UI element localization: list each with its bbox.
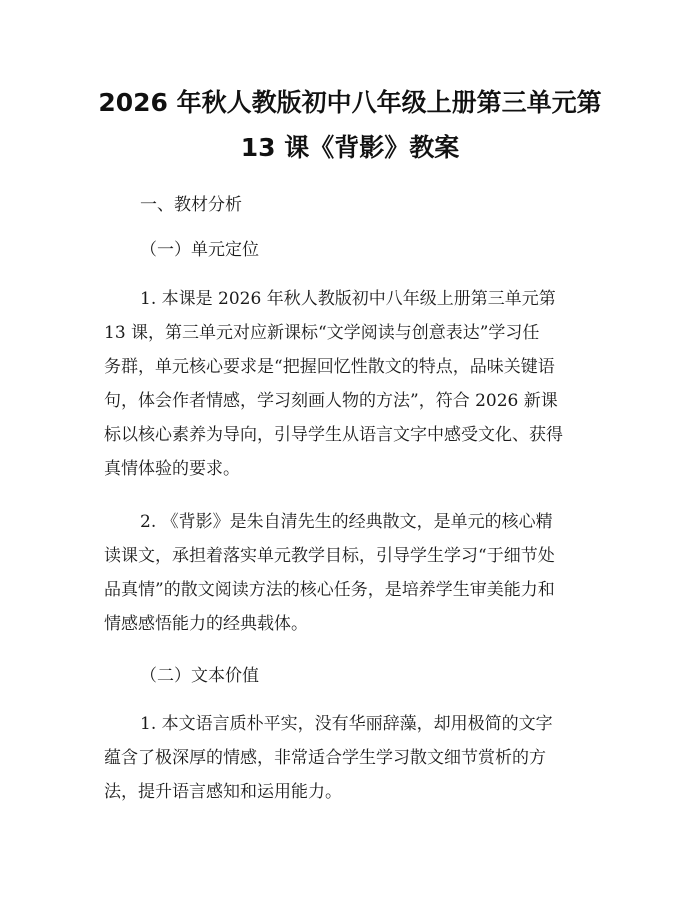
paragraph-2-line-4: 情感感悟能力的经典载体。 — [104, 614, 308, 634]
paragraph-2-line-2: 读课文，承担着落实单元教学目标，引导学生学习“于细节处 — [104, 546, 555, 566]
subsection-heading-text-value: （二）文本价值 — [140, 666, 259, 686]
section-heading-textbook-analysis: 一、教材分析 — [140, 195, 242, 215]
paragraph-1-line-6: 真情体验的要求。 — [104, 459, 240, 479]
paragraph-1-line-5: 标以核心素养为导向，引导学生从语言文字中感受文化、获得 — [104, 425, 563, 445]
document-title-line-1: 2026 年秋人教版初中八年级上册第三单元第 — [98, 88, 602, 117]
paragraph-1-line-1: 1. 本课是 2026 年秋人教版初中八年级上册第三单元第 — [140, 289, 556, 309]
paragraph-3-line-2: 蕴含了极深厚的情感，非常适合学生学习散文细节赏析的方 — [104, 748, 546, 768]
paragraph-3-line-1: 1. 本文语言质朴平实，没有华丽辞藻，却用极简的文字 — [140, 714, 553, 734]
document-title-line-2: 13 课《背影》教案 — [240, 133, 460, 162]
paragraph-1-line-2: 13 课，第三单元对应新课标“文学阅读与创意表达”学习任 — [104, 323, 540, 343]
paragraph-2-line-1: 2. 《背影》是朱自清先生的经典散文，是单元的核心精 — [140, 512, 553, 532]
paragraph-1-line-4: 句，体会作者情感，学习刻画人物的方法”，符合 2026 新课 — [104, 391, 558, 411]
paragraph-2-line-3: 品真情”的散文阅读方法的核心任务，是培养学生审美能力和 — [104, 580, 555, 600]
paragraph-3-line-3: 法，提升语言感知和运用能力。 — [104, 782, 342, 802]
paragraph-1-line-3: 务群，单元核心要求是“把握回忆性散文的特点，品味关键语 — [104, 357, 555, 377]
subsection-heading-unit-positioning: （一）单元定位 — [140, 240, 259, 260]
